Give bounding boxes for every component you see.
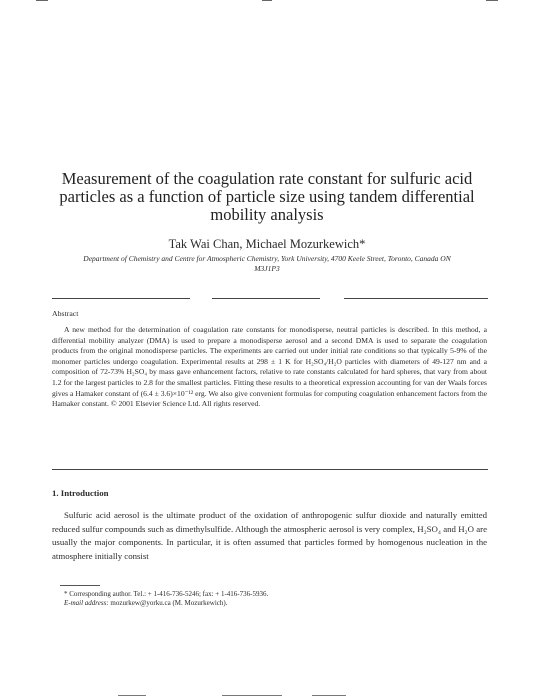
header-rule-left xyxy=(52,298,190,299)
footnote-corresponding-author: * Corresponding author. Tel.: + 1-416-736-5246; fax: + 1-416-736-5936. xyxy=(64,590,269,598)
header-rule-right xyxy=(344,298,488,299)
footnote-email-label: E-mail address: xyxy=(64,599,109,607)
footnote-rule xyxy=(60,585,100,586)
page-bottom-marks xyxy=(0,690,534,700)
scan-mark-top-left xyxy=(36,0,48,1)
footnote-email-value: mozurkew@yorku.ca (M. Mozurkewich). xyxy=(110,599,228,607)
abstract-heading: Abstract xyxy=(52,309,79,318)
section-heading-introduction: 1. Introduction xyxy=(52,488,109,498)
introduction-text: Sulfuric acid aerosol is the ultimate product of the oxidation of anthropogenic sulfur dioxide and naturally emitted reduced sulfur compounds such as dimethylsulfide. Although the atmospheric aerosol is very complex, H₂SO₄ and H₂O are usually the major components. In particular, it is often assumed that particles formed by homogenous nucleation in the atmosphere initially consist xyxy=(52,510,487,561)
abstract-end-rule xyxy=(52,469,488,470)
author-affiliation: Department of Chemistry and Centre for Atmospheric Chemistry, York University, 4700 Keele Street, Toronto, Canada ON M3J1P3 xyxy=(83,254,451,273)
paper-title: Measurement of the coagulation rate constant for sulfuric acid particles as a function of particle size using tandem differential mobility analysis xyxy=(59,169,475,224)
abstract-text: A new method for the determination of coagulation rate constants for monodisperse, neutral particles is described. In this method, a differential mobility analyzer (DMA) is used to prepare a monodisperse aerosol and a second DMA is used to separate the coagulation products from the original monodisperse particles. The experiments are carried out under initial rate conditions so that typically 5-9% of the monomer particles undergo coagulation. Experimental results at 298 ± 1 K for H₂SO₄/H₂O particles with diameters of 49-127 nm and a composition of 72-73% H₂SO₄ by mass gave enhancement factors, relative to rate constants calculated for hard spheres, that vary from about 1.2 for the largest particles to 2.8 for the smallest particles. Fitting these results to a theoretical expression accounting for van der Waals forces gives a Hamaker constant of (6.4 ± 3.6)×10⁻¹² erg. We also give convenient formulas for computing coagulation enhancement factors from the Hamaker constant. © 2001 Elsevier Science Ltd. All rights reserved. xyxy=(52,325,487,409)
scan-mark-top-center xyxy=(262,0,272,1)
paper-authors: Tak Wai Chan, Michael Mozurkewich* xyxy=(168,237,366,251)
header-rule-center xyxy=(212,298,320,299)
footnote-email xyxy=(64,599,484,608)
scan-mark-top-right xyxy=(486,0,498,1)
